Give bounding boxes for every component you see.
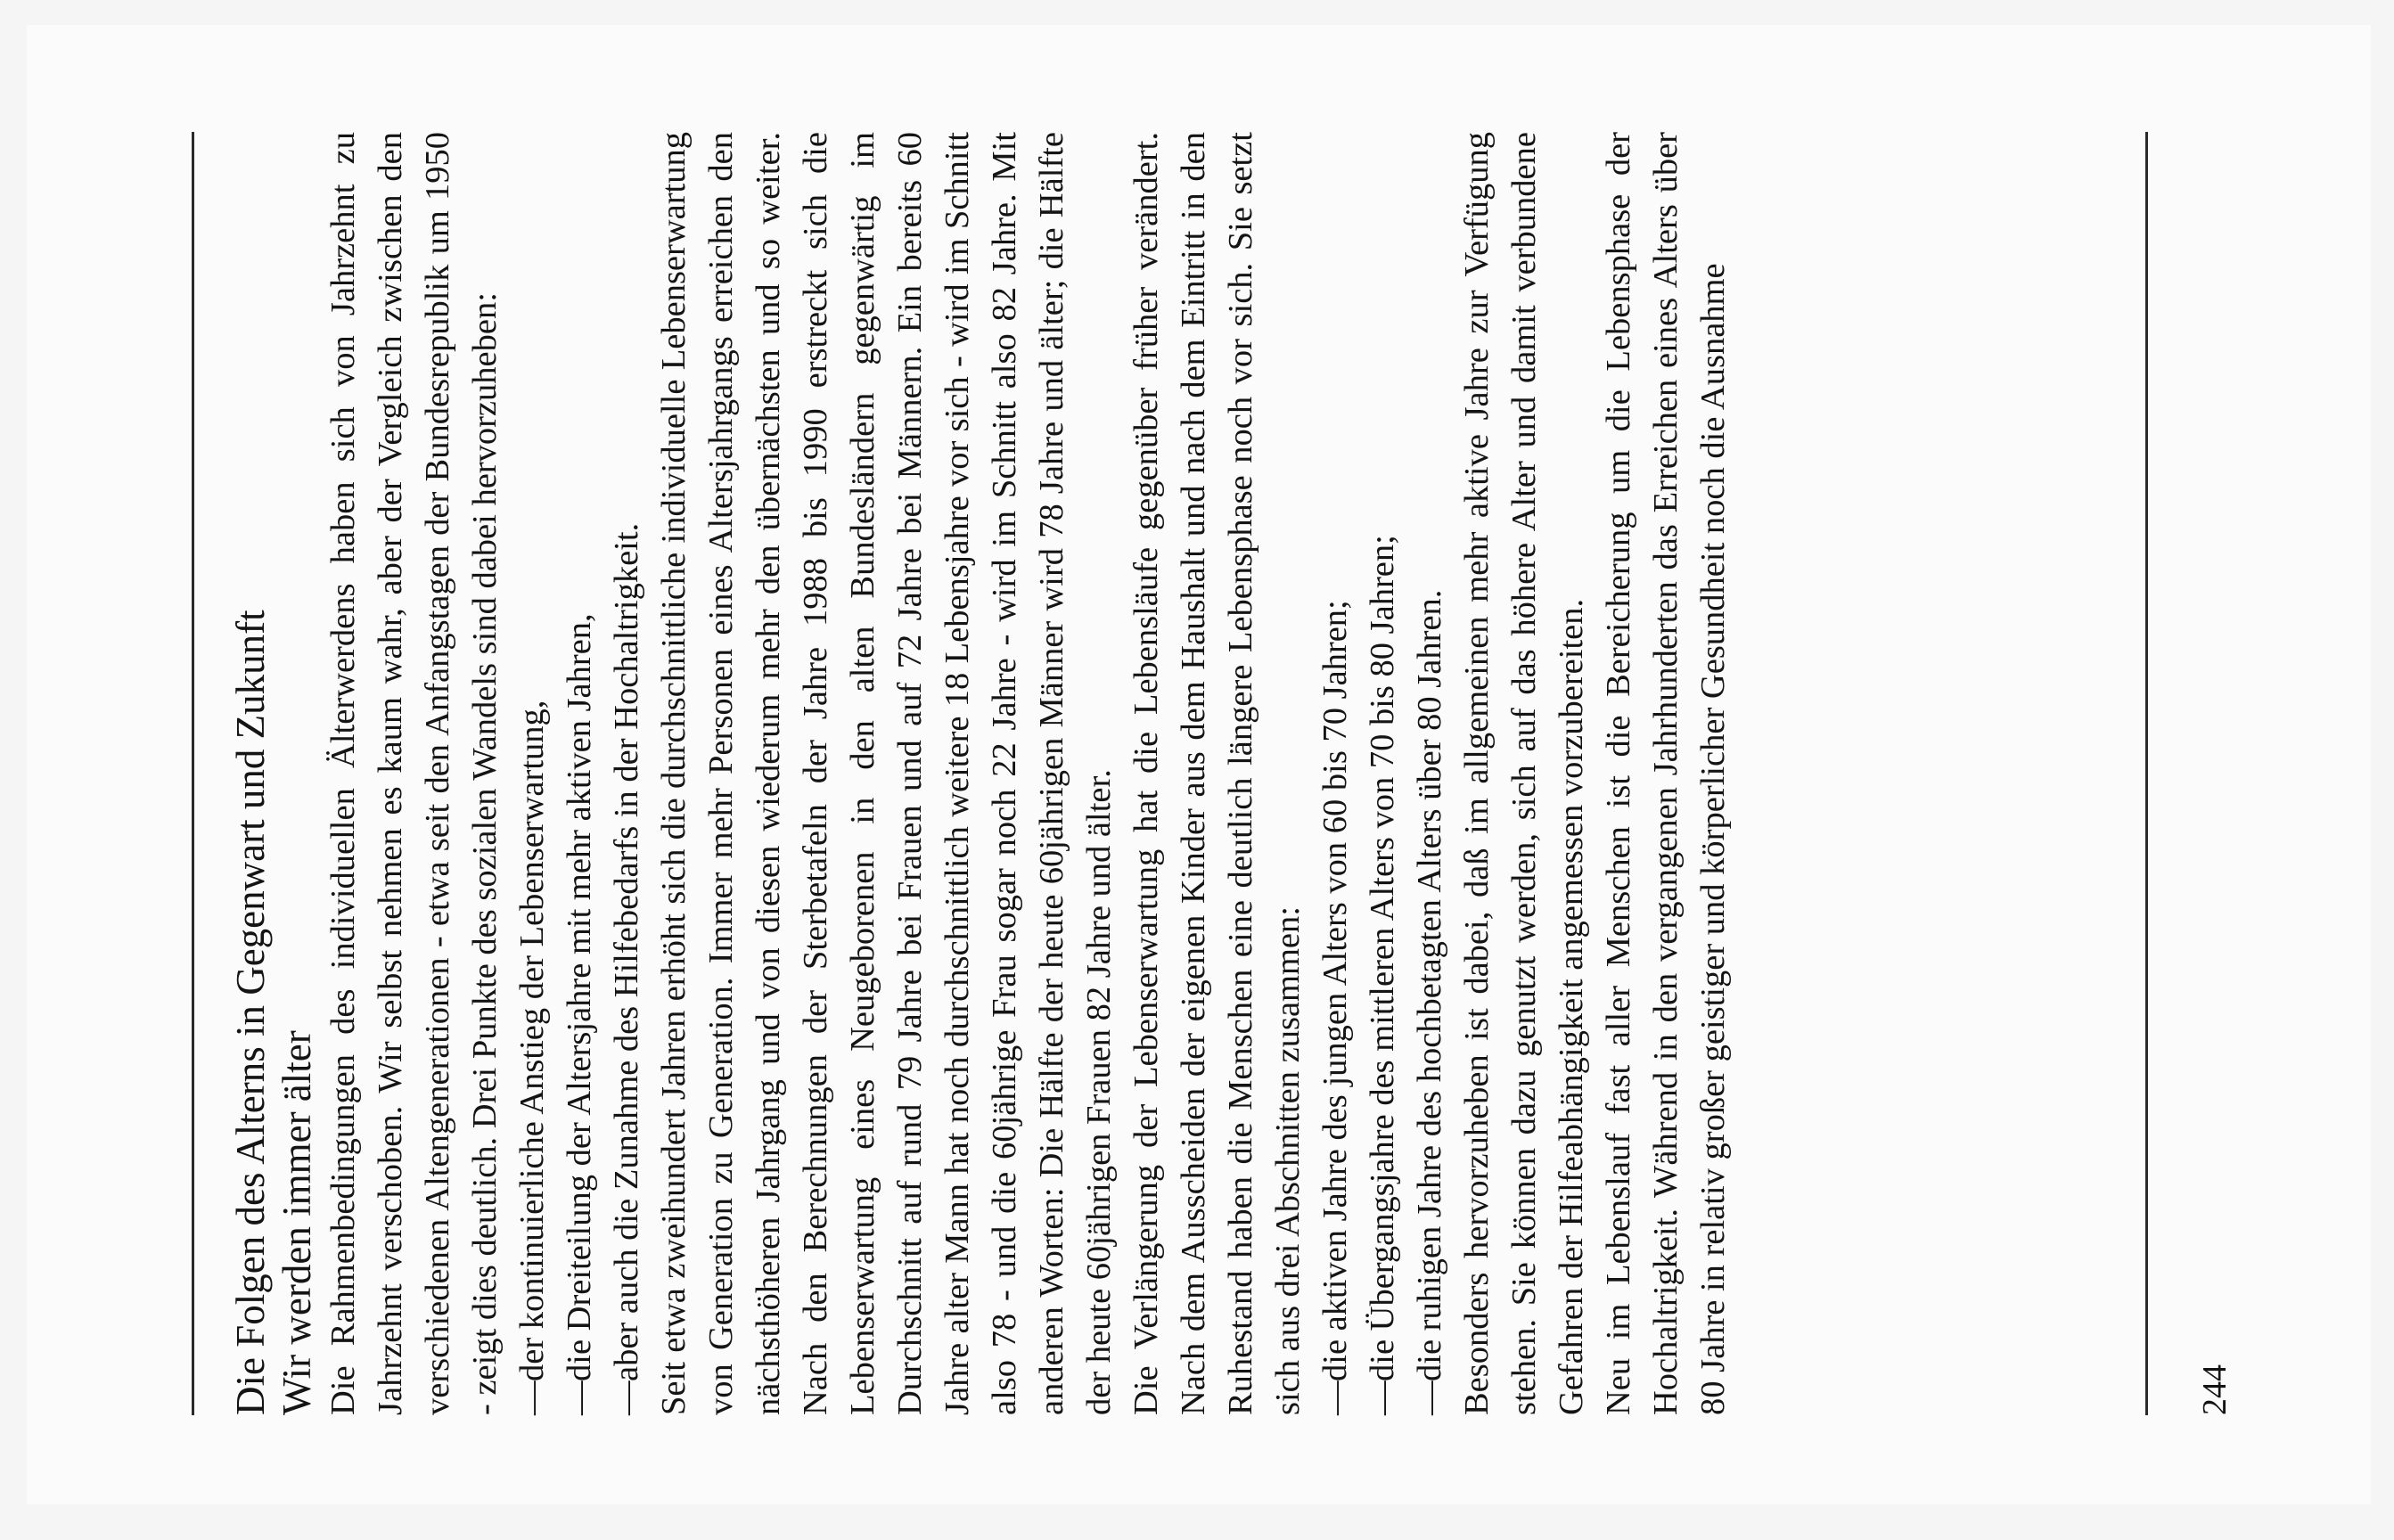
section-heading: Wir werden immer älter: [275, 1030, 319, 1415]
bullet-list-2: [1312, 132, 1454, 1415]
list-item-text: aber auch die Zunahme des Hilfebedarfs in der Hochaltrigkeit.: [608, 522, 645, 1381]
list-item: [509, 132, 556, 1415]
bullet-list-1: [509, 132, 651, 1415]
rotated-page-content: [192, 25, 2286, 1433]
list-item-text: die Dreiteilung der Altersjahre mit mehr aktiven Jahren,: [561, 613, 598, 1381]
list-item: [1359, 132, 1406, 1415]
dash-bullet: —: [513, 1380, 551, 1415]
paragraph-2: Seit etwa zweihundert Jahren erhöht sich die durchschnittliche individuelle Lebenserwartung von Generation zu Generation. Immer mehr Personen eines Altersjahrgangs erreichen den nächsthöheren Jahrgang und von diesen wiederum mehr den übernächsten und so weiter. Nach den Berechnungen der Sterbetafeln der Jahre 1988 bis 1990 erstreckt sich die Lebenserwartung eines Neugeborenen in den alten Bundesländern gegenwärtig im Durchschnitt auf rund 79 Jahre bei Frauen und auf 72 Jahre bei Männern. Ein bereits 60 Jahre alter Mann hat noch durchschnittlich weitere 18 Lebensjahre vor sich - wird im Schnitt also 78 - und die 60jährige Frau sogar noch 22 Jahre - wird im Schnitt also 82 Jahre. Mit anderen Worten: Die Hälfte der heute 60jährigen Männer wird 78 Jahre und älter; die Hälfte der heute 60jährigen Frauen 82 Jahre und älter.: [655, 132, 1118, 1415]
list-item: [603, 132, 651, 1415]
list-item-text: die ruhigen Jahre des hochbetagten Alters über 80 Jahren.: [1411, 589, 1448, 1381]
dash-bullet: —: [1364, 1380, 1401, 1415]
paragraph-5: Neu im Lebenslauf fast aller Menschen ist die Bereicherung um die Lebensphase der Hochaltrigkeit. Während in den vergangenen Jahrhunderten das Erreichen eines Alters über 80 Jahre in relativ großer geistiger und körperlicher Gesundheit noch die Ausnahme: [1600, 132, 1732, 1415]
list-item-text: die aktiven Jahre des jungen Alters von 60 bis 70 Jahren;: [1316, 600, 1354, 1381]
list-item: [556, 132, 603, 1415]
paragraph-3: Die Verlängerung der Lebenserwartung hat die Lebensläufe gegenüber früher verändert. Nach dem Ausscheiden der eigenen Kinder aus dem Haushalt und nach dem Eintritt in den Ruhestand haben die Menschen eine deutlich längere Lebensphase noch vor sich. Sie setzt sich aus drei Abschnitten zusammen:: [1127, 132, 1307, 1415]
paragraph-1: Die Rahmenbedingungen des individuellen Älterwerdens haben sich von Jahrzehnt zu Jahrzehnt verschoben. Wir selbst nehmen es kaum wahr, aber der Vergleich zwischen den verschiedenen Altengenerationen - etwa seit den Anfangstagen der Bundesrepublik um 1950 - zeigt dies deutlich. Drei Punkte des sozialen Wandels sind dabei hervorzuheben:: [324, 132, 504, 1415]
page-number: 244: [2196, 1364, 2234, 1415]
dash-bullet: —: [608, 1380, 645, 1415]
dash-bullet: —: [1316, 1380, 1354, 1415]
top-rule: [192, 132, 194, 1415]
dash-bullet: —: [561, 1380, 598, 1415]
list-item: [1312, 132, 1359, 1415]
list-item: [1406, 132, 1454, 1415]
paragraph-4: Besonders hervorzuheben ist dabei, daß im allgemeinen mehr aktive Jahre zur Verfügung stehen. Sie können dazu genutzt werden, sich auf das höhere Alter und damit verbundene Gefahren der Hilfeabhängigkeit angemessen vorzubereiten.: [1458, 132, 1590, 1415]
document-title: Die Folgen des Alterns in Gegenwart und Zukunft: [228, 610, 273, 1415]
list-item-text: der kontinuierliche Anstieg der Lebenserwartung,: [513, 700, 551, 1381]
list-item-text: die Übergangsjahre des mittleren Alters von 70 bis 80 Jahren;: [1364, 535, 1401, 1381]
scanned-page: [27, 25, 2371, 1504]
dash-bullet: —: [1411, 1380, 1448, 1415]
page-body: [227, 132, 1737, 1415]
bottom-rule: [2145, 132, 2148, 1415]
